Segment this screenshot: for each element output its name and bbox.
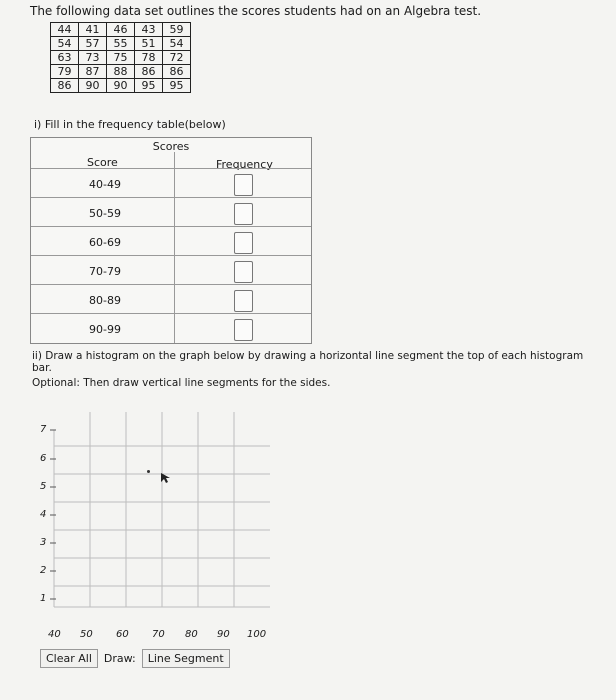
data-table-cell: 51: [135, 37, 163, 51]
data-table-cell: 86: [51, 79, 79, 93]
data-table-cell: 90: [107, 79, 135, 93]
data-table-cell: 55: [107, 37, 135, 51]
optional-instruction: Optional: Then draw vertical line segments for the sides.: [32, 377, 331, 389]
frequency-input-2[interactable]: [234, 232, 253, 254]
data-table-cell: 43: [135, 23, 163, 37]
frequency-input-3[interactable]: [234, 261, 253, 283]
frequency-input-5[interactable]: [234, 319, 253, 341]
y-tick-5: 5: [40, 481, 47, 492]
data-table-cell: 86: [163, 65, 191, 79]
data-table-cell: 54: [163, 37, 191, 51]
x-tick-60: 60: [116, 629, 129, 640]
x-tick-50: 50: [80, 629, 93, 640]
data-table-row: [51, 23, 191, 37]
freq-table-title: Scores: [152, 140, 190, 153]
freq-row-score-3: 70-79: [89, 265, 121, 278]
y-tick-7: 7: [40, 424, 47, 435]
data-table-cell: 63: [51, 51, 79, 65]
y-tick-6: 6: [40, 453, 47, 464]
drawing-controls: [40, 649, 230, 668]
x-tick-40: 40: [48, 629, 61, 640]
data-table-row: [51, 65, 191, 79]
data-table-cell: 73: [79, 51, 107, 65]
data-table-cell: 78: [135, 51, 163, 65]
y-tick-4: 4: [40, 509, 47, 520]
data-table-cell: 87: [79, 65, 107, 79]
data-table-row: [51, 37, 191, 51]
frequency-input-1[interactable]: [234, 203, 253, 225]
x-tick-100: 100: [247, 629, 267, 640]
data-table-cell: 44: [51, 23, 79, 37]
question-2: ii) Draw a histogram on the graph below by drawing a horizontal line segment the top of each histogram bar.: [32, 350, 584, 374]
mouse-pointer-icon: [160, 472, 170, 484]
data-table-cell: 95: [163, 79, 191, 93]
frequency-header: Frequency: [216, 158, 273, 171]
x-tick-80: 80: [185, 629, 198, 640]
y-tick-2: 2: [40, 565, 47, 576]
y-tick-1: 1: [40, 593, 47, 604]
grid-point-dot: [147, 470, 150, 473]
data-table-cell: 46: [107, 23, 135, 37]
freq-row-score-1: 50-59: [89, 207, 121, 220]
frequency-input-4[interactable]: [234, 290, 253, 312]
data-table-cell: 72: [163, 51, 191, 65]
question-1: i) Fill in the frequency table(below): [34, 118, 226, 131]
histogram-graph[interactable]: [40, 412, 270, 622]
line-segment-button[interactable]: Line Segment: [142, 649, 230, 668]
scores-data-table: [50, 22, 191, 93]
x-tick-70: 70: [152, 629, 165, 640]
graph-grid[interactable]: [40, 412, 270, 622]
data-table-cell: 57: [79, 37, 107, 51]
data-table-cell: 59: [163, 23, 191, 37]
frequency-input-0[interactable]: [234, 174, 253, 196]
data-table-cell: 86: [135, 65, 163, 79]
data-table-cell: 90: [79, 79, 107, 93]
data-table-cell: 75: [107, 51, 135, 65]
draw-label: Draw:: [103, 652, 136, 665]
x-tick-90: 90: [217, 629, 230, 640]
data-table-row: [51, 51, 191, 65]
data-table-cell: 88: [107, 65, 135, 79]
intro-text: The following data set outlines the scores students had on an Algebra test.: [30, 4, 482, 18]
freq-row-score-2: 60-69: [89, 236, 121, 249]
freq-row-score-5: 90-99: [89, 323, 121, 336]
clear-all-button[interactable]: Clear All: [40, 649, 98, 668]
data-table-cell: 41: [79, 23, 107, 37]
freq-row-score-4: 80-89: [89, 294, 121, 307]
score-header: Score: [87, 156, 118, 169]
data-table-cell: 79: [51, 65, 79, 79]
y-tick-3: 3: [40, 537, 47, 548]
frequency-table: [30, 137, 312, 344]
data-table-cell: 54: [51, 37, 79, 51]
data-table-row: [51, 79, 191, 93]
data-table-cell: 95: [135, 79, 163, 93]
freq-row-score-0: 40-49: [89, 178, 121, 191]
